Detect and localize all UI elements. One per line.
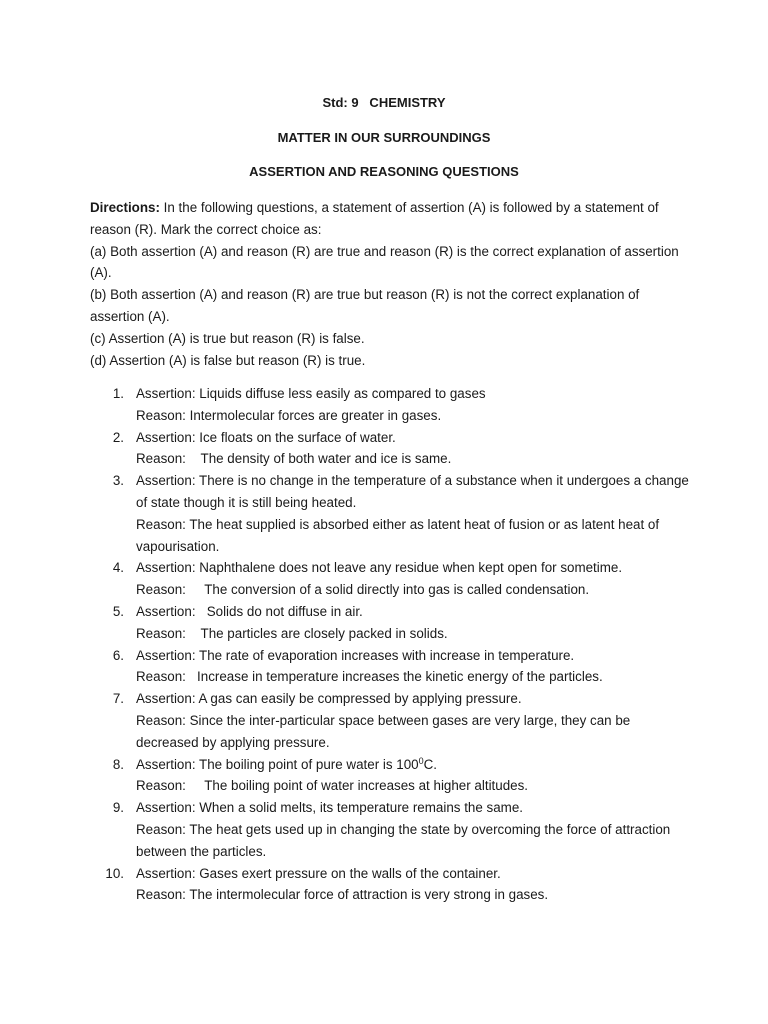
assertion-text-end: C. — [423, 756, 438, 772]
question-number: 10. — [105, 865, 124, 881]
reason-text: Reason: Since the inter-particular space between gases are very large, they can be decreased by applying pressure. — [136, 712, 631, 750]
question-item — [90, 557, 690, 601]
directions-block — [90, 197, 680, 371]
question-number: 8. — [112, 756, 124, 772]
assertion-text: Assertion: Solids do not diffuse in air. — [136, 603, 363, 619]
reason-text: Reason: The particles are closely packed in solids. — [136, 625, 448, 641]
question-number: 2. — [112, 429, 124, 445]
assertion-text: Assertion: When a solid melts, its temperature remains the same. — [136, 800, 523, 816]
question-number: 9. — [112, 800, 124, 816]
question-number: 6. — [112, 647, 124, 663]
question-item — [90, 601, 690, 645]
reason-text: Reason: Intermolecular forces are greater in gases. — [136, 407, 442, 423]
directions-text: In the following questions, a statement of assertion (A) is followed by a statement of reason (R). Mark the correct choice as: — [90, 200, 659, 237]
assertion-text: Assertion: Liquids diffuse less easily as compared to gases — [136, 386, 486, 401]
option-c: (c) Assertion (A) is true but reason (R) is false. — [90, 330, 365, 346]
question-item — [90, 427, 690, 471]
assertion-text: Assertion: Gases exert pressure on the walls of the container. — [136, 865, 501, 881]
directions-intro — [90, 197, 680, 241]
question-number: 5. — [112, 603, 124, 619]
question-item — [90, 470, 690, 557]
question-item — [90, 645, 690, 689]
class-subject-heading: Std: 9 CHEMISTRY — [322, 95, 446, 110]
reason-text: Reason: The heat gets used up in changing the state by overcoming the force of attraction between the particles. — [136, 821, 671, 859]
chapter-title: MATTER IN OUR SURROUNDINGS — [277, 130, 491, 145]
question-number: 1. — [112, 386, 124, 401]
question-item — [90, 754, 690, 798]
assertion-text — [136, 754, 690, 776]
question-number: 3. — [112, 473, 124, 489]
section-title: ASSERTION AND REASONING QUESTIONS — [249, 164, 519, 179]
reason-text: Reason: The boiling point of water increases at higher altitudes. — [136, 778, 529, 794]
question-item — [90, 863, 690, 907]
reason-text: Reason: The conversion of a solid directly into gas is called condensation. — [136, 582, 590, 598]
option-d: (d) Assertion (A) is false but reason (R) is true. — [90, 352, 366, 368]
option-b: (b) Both assertion (A) and reason (R) are true but reason (R) is not the correct explanation of assertion (A). — [90, 287, 640, 324]
directions-label: Directions: — [90, 200, 160, 215]
assertion-text: Assertion: A gas can easily be compressed by applying pressure. — [136, 691, 522, 707]
question-item — [90, 383, 690, 427]
reason-text: Reason: The intermolecular force of attraction is very strong in gases. — [136, 887, 549, 903]
assertion-text: Assertion: Naphthalene does not leave any residue when kept open for sometime. — [136, 560, 623, 576]
question-item — [90, 797, 690, 862]
reason-text: Reason: The heat supplied is absorbed either as latent heat of fusion or as latent heat of vapourisation. — [136, 516, 660, 554]
question-number: 7. — [112, 691, 124, 707]
assertion-text-main: Assertion: The boiling point of pure water is 100 — [136, 756, 419, 772]
assertion-text: Assertion: Ice floats on the surface of water. — [136, 429, 396, 445]
reason-text: Reason: The density of both water and ice is same. — [136, 451, 452, 467]
assertion-text: Assertion: There is no change in the temperature of a substance when it undergoes a change of state though it is still being heated. — [136, 473, 689, 510]
assertion-text: Assertion: The rate of evaporation increases with increase in temperature. — [136, 647, 575, 663]
question-number: 4. — [112, 560, 124, 576]
question-list — [90, 383, 690, 906]
option-a: (a) Both assertion (A) and reason (R) are true and reason (R) is the correct explanation of assertion (A). — [90, 243, 679, 281]
reason-text: Reason: Increase in temperature increases the kinetic energy of the particles. — [136, 669, 603, 685]
question-item — [90, 688, 690, 753]
superscript-degree: 0 — [418, 755, 424, 766]
